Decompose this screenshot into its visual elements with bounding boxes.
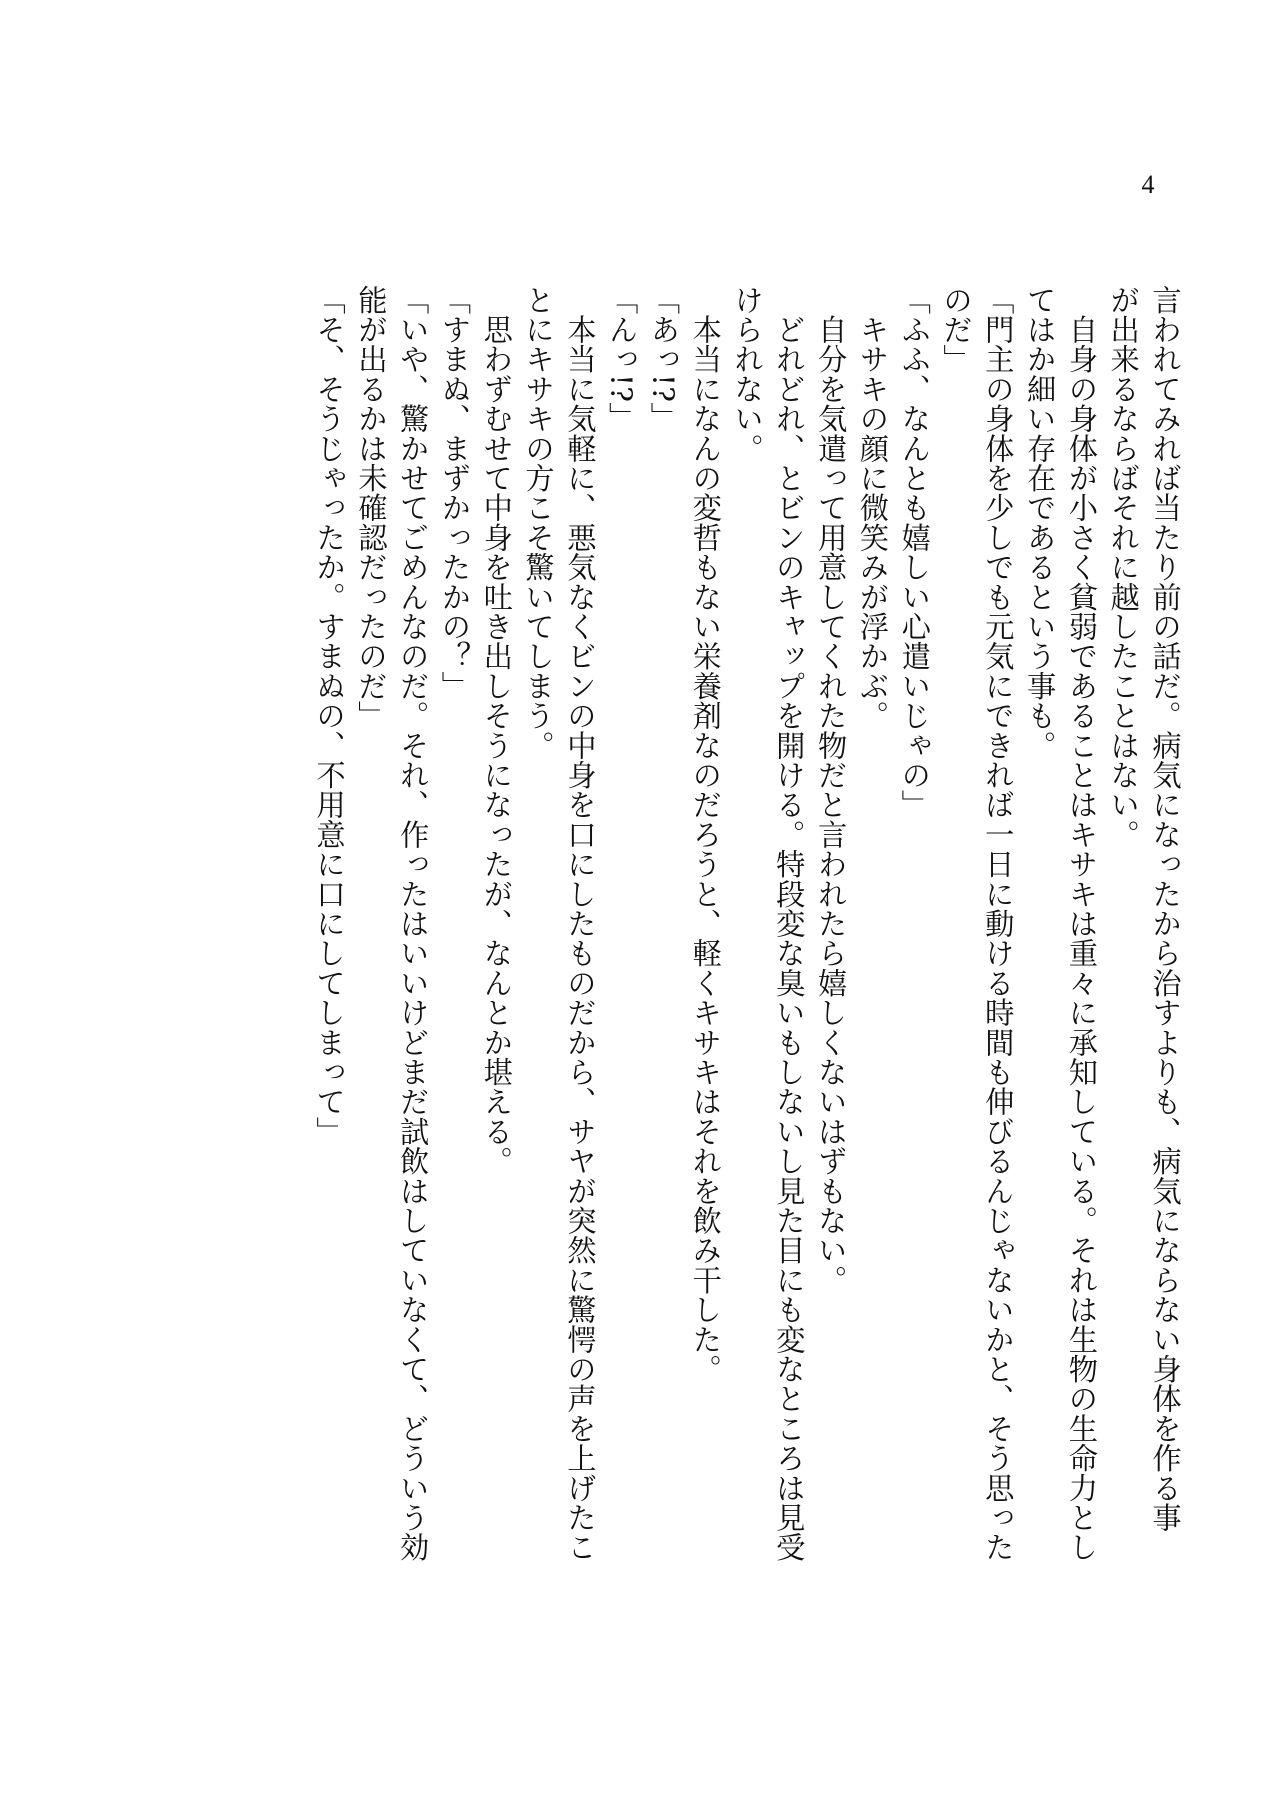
text-line-7: 「ふふ、なんとも嬉しい心遣いじゃの」 [897,285,932,820]
vertical-body-text [100,285,1185,1690]
text-line-4: てはか細い存在であるという事も。 [1022,285,1057,761]
text-line-21: 「そ、そうじゃったか。すまぬの、不用意に口にしてしまって」 [312,285,347,1147]
text-line-9: 自分を気遣って用意してくれた物だと言われたら嬉しくないはずもない。 [813,285,848,1295]
text-line-18: 「すまぬ、まずかったかの？」 [437,285,472,701]
text-line-2: が出来るならばそれに越したことはない。 [1106,285,1141,850]
text-line-11: けられない。 [730,285,765,464]
text-line-17: 思わずむせて中身を吐き出しそうになったが、なんとか堪える。 [479,285,514,1176]
text-line-16: とにキサキの方こそ驚いてしまう。 [521,285,556,761]
text-line-15: 本当に気軽に、悪気なくビンの中身を口にしたものだから、サヤが突然に驚愕の声を上げたこ [562,285,597,1563]
text-line-3: 自身の身体が小さく貧弱であることはキサキは重々に承知している。それは生物の生命力とし [1064,285,1099,1563]
text-line-5: 「門主の身体を少しでも元気にできれば一日に動ける時間も伸びるんじゃないかと、そう思った [980,285,1015,1563]
text-line-14: 「んっ!?」 [604,285,639,433]
text-line-8: キサキの顔に微笑みが浮かぶ。 [855,285,890,731]
text-line-19: 「いや、驚かせてごめんなのだ。それ、作ったはいいけどまだ試飲はしていなくて、どういう効 [395,285,430,1563]
text-line-12: 本当になんの変哲もない栄養剤なのだろうと、軽くキサキはそれを飲み干した。 [688,285,723,1384]
text-line-6: のだ」 [939,285,974,375]
page-number: 4 [1141,170,1155,199]
text-line-13: 「あっ!?」 [646,285,681,433]
text-line-1: 言われてみれば当たり前の話だ。病気になったから治すよりも、病気にならない身体を作る事 [1148,285,1182,1533]
text-line-10: どれどれ、とビンのキャップを開ける。特段変な臭いもしないし見た目にも変なところは見受 [771,285,806,1563]
text-line-20: 能が出るかは未確認だったのだ」 [353,285,388,731]
